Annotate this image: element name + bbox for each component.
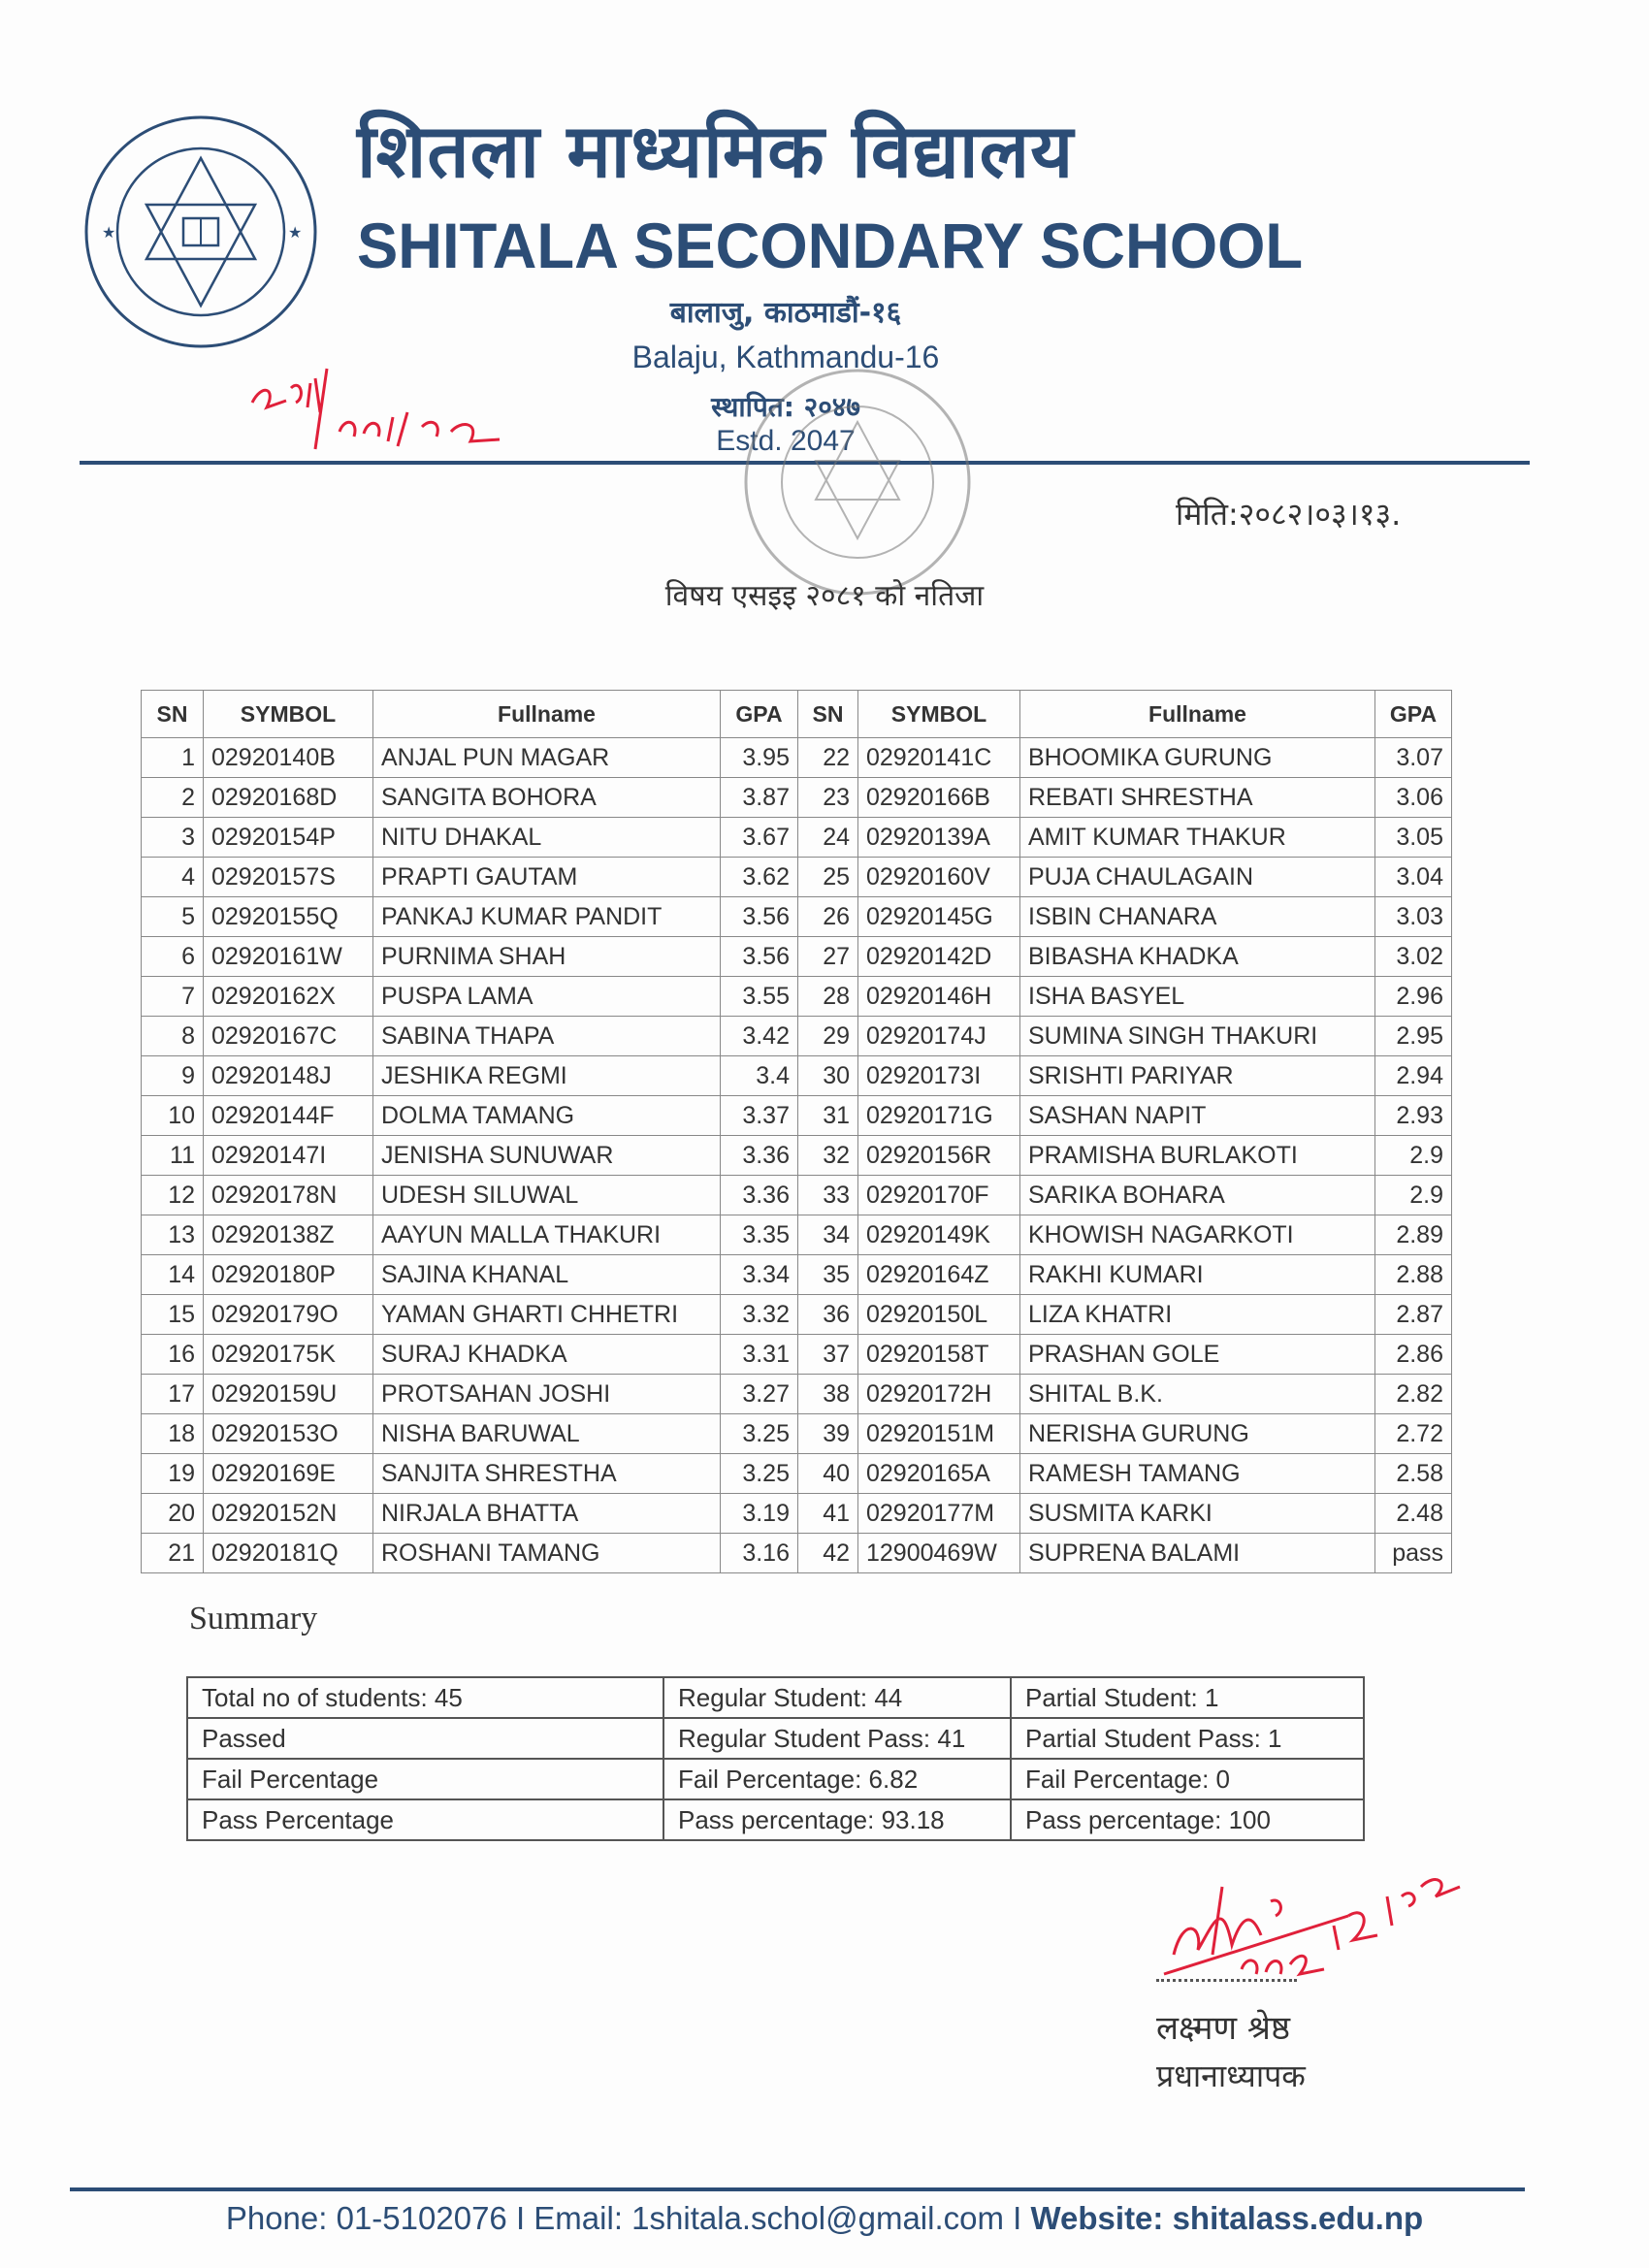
cell-sn: 5	[142, 897, 204, 937]
cell-fullname: NITU DHAKAL	[373, 818, 721, 858]
cell-fullname: SURAJ KHADKA	[373, 1335, 721, 1375]
cell-gpa: 2.94	[1375, 1056, 1452, 1096]
cell-symbol: 02920152N	[204, 1494, 373, 1534]
cell-symbol: 02920157S	[204, 858, 373, 897]
cell-symbol: 02920140B	[204, 738, 373, 778]
cell-sn: 24	[798, 818, 858, 858]
table-row	[142, 818, 1452, 858]
cell-gpa: 3.36	[721, 1176, 798, 1215]
cell-symbol: 02920158T	[858, 1335, 1020, 1375]
cell-symbol: 02920166B	[858, 778, 1020, 818]
cell-fullname: PRAPTI GAUTAM	[373, 858, 721, 897]
svg-text:★: ★	[102, 225, 116, 242]
cell-gpa: 2.89	[1375, 1215, 1452, 1255]
cell-gpa: 3.36	[721, 1136, 798, 1176]
cell-sn: 17	[142, 1375, 204, 1414]
cell-gpa: 3.05	[1375, 818, 1452, 858]
cell-fullname: SHITAL B.K.	[1020, 1375, 1375, 1414]
cell-fullname: SASHAN NAPIT	[1020, 1096, 1375, 1136]
table-row	[142, 1375, 1452, 1414]
cell-fullname: JESHIKA REGMI	[373, 1056, 721, 1096]
cell-gpa: 3.35	[721, 1215, 798, 1255]
cell-sn: 30	[798, 1056, 858, 1096]
principal-title: प्रधानाध्यापक	[1156, 2057, 1306, 2094]
cell-sn: 9	[142, 1056, 204, 1096]
cell-sn: 11	[142, 1136, 204, 1176]
cell-gpa: 3.56	[721, 897, 798, 937]
cell-fullname: RAMESH TAMANG	[1020, 1454, 1375, 1494]
table-row	[142, 1335, 1452, 1375]
summary-heading: Summary	[189, 1601, 318, 1636]
cell-fullname: AAYUN MALLA THAKURI	[373, 1215, 721, 1255]
cell-symbol: 02920155Q	[204, 897, 373, 937]
school-stamp	[739, 364, 977, 601]
cell-symbol: 02920138Z	[204, 1215, 373, 1255]
cell-fullname: AMIT KUMAR THAKUR	[1020, 818, 1375, 858]
cell-symbol: 02920162X	[204, 977, 373, 1017]
cell-symbol: 02920172H	[858, 1375, 1020, 1414]
cell-gpa: 3.06	[1375, 778, 1452, 818]
cell-symbol: 02920141C	[858, 738, 1020, 778]
cell-sn: 23	[798, 778, 858, 818]
cell-sn: 4	[142, 858, 204, 897]
cell-gpa: 3.25	[721, 1454, 798, 1494]
table-row	[142, 1056, 1452, 1096]
cell-symbol: 02920144F	[204, 1096, 373, 1136]
cell-symbol: 02920160V	[858, 858, 1020, 897]
cell-sn: 20	[142, 1494, 204, 1534]
footer-phone: Phone: 01-5102076	[225, 2200, 507, 2236]
cell-fullname: PUSPA LAMA	[373, 977, 721, 1017]
table-row	[142, 778, 1452, 818]
cell-symbol: 02920173I	[858, 1056, 1020, 1096]
summary-row	[187, 1677, 1364, 1718]
cell-gpa: 3.37	[721, 1096, 798, 1136]
summary-cell: Pass Percentage	[187, 1799, 663, 1840]
address-english: Balaju, Kathmandu-16	[631, 340, 940, 374]
cell-symbol: 02920159U	[204, 1375, 373, 1414]
cell-gpa: 2.82	[1375, 1375, 1452, 1414]
table-row	[142, 897, 1452, 937]
document-subject: विषय एसइइ २०८१ को नतिजा	[664, 579, 985, 613]
cell-gpa: 3.31	[721, 1335, 798, 1375]
cell-sn: 25	[798, 858, 858, 897]
cell-fullname: SARIKA BOHARA	[1020, 1176, 1375, 1215]
cell-fullname: SRISHTI PARIYAR	[1020, 1056, 1375, 1096]
cell-gpa: 3.42	[721, 1017, 798, 1056]
cell-fullname: LIZA KHATRI	[1020, 1295, 1375, 1335]
cell-gpa: 2.87	[1375, 1295, 1452, 1335]
cell-fullname: PRASHAN GOLE	[1020, 1335, 1375, 1375]
table-row	[142, 1096, 1452, 1136]
cell-symbol: 02920167C	[204, 1017, 373, 1056]
cell-symbol: 02920149K	[858, 1215, 1020, 1255]
cell-gpa: 3.95	[721, 738, 798, 778]
cell-symbol: 02920170F	[858, 1176, 1020, 1215]
cell-sn: 12	[142, 1176, 204, 1215]
cell-fullname: PRAMISHA BURLAKOTI	[1020, 1136, 1375, 1176]
cell-fullname: ISHA BASYEL	[1020, 977, 1375, 1017]
table-row	[142, 1414, 1452, 1454]
cell-symbol: 02920177M	[858, 1494, 1020, 1534]
cell-symbol: 02920180P	[204, 1255, 373, 1295]
table-row	[142, 977, 1452, 1017]
cell-fullname: DOLMA TAMANG	[373, 1096, 721, 1136]
cell-sn: 37	[798, 1335, 858, 1375]
cell-fullname: PANKAJ KUMAR PANDIT	[373, 897, 721, 937]
cell-gpa: 2.86	[1375, 1335, 1452, 1375]
footer-divider	[70, 2187, 1525, 2191]
summary-cell: Partial Student: 1	[1011, 1677, 1364, 1718]
cell-sn: 8	[142, 1017, 204, 1056]
cell-fullname: ROSHANI TAMANG	[373, 1534, 721, 1573]
cell-fullname: NIRJALA BHATTA	[373, 1494, 721, 1534]
table-row	[142, 1255, 1452, 1295]
document-date: मिति:२०८२।०३।१३.	[1176, 496, 1402, 533]
cell-fullname: UDESH SILUWAL	[373, 1176, 721, 1215]
school-name-nepali: शितला माध्यमिक विद्यालय	[357, 108, 1075, 194]
cell-gpa: 2.72	[1375, 1414, 1452, 1454]
summary-cell: Pass percentage: 100	[1011, 1799, 1364, 1840]
cell-symbol: 02920168D	[204, 778, 373, 818]
cell-sn: 41	[798, 1494, 858, 1534]
cell-sn: 2	[142, 778, 204, 818]
cell-symbol: 02920171G	[858, 1096, 1020, 1136]
signature-line	[1156, 1979, 1297, 1982]
cell-fullname: REBATI SHRESTHA	[1020, 778, 1375, 818]
cell-symbol: 02920181Q	[204, 1534, 373, 1573]
cell-symbol: 12900469W	[858, 1534, 1020, 1573]
results-table	[141, 690, 1452, 1573]
cell-gpa: 3.25	[721, 1414, 798, 1454]
cell-fullname: SANJITA SHRESTHA	[373, 1454, 721, 1494]
cell-gpa: 2.96	[1375, 977, 1452, 1017]
cell-gpa: 3.62	[721, 858, 798, 897]
cell-fullname: PUJA CHAULAGAIN	[1020, 858, 1375, 897]
table-row	[142, 1494, 1452, 1534]
cell-gpa: 3.4	[721, 1056, 798, 1096]
cell-gpa: 3.87	[721, 778, 798, 818]
cell-gpa: 3.02	[1375, 937, 1452, 977]
cell-fullname: NISHA BARUWAL	[373, 1414, 721, 1454]
cell-gpa: 3.04	[1375, 858, 1452, 897]
cell-fullname: BHOOMIKA GURUNG	[1020, 738, 1375, 778]
cell-symbol: 02920139A	[858, 818, 1020, 858]
address-nepali: बालाजु, काठमाडौं-१६	[669, 296, 902, 330]
cell-symbol: 02920148J	[204, 1056, 373, 1096]
table-row	[142, 1295, 1452, 1335]
cell-symbol: 02920174J	[858, 1017, 1020, 1056]
summary-cell: Fail Percentage: 0	[1011, 1759, 1364, 1799]
cell-sn: 27	[798, 937, 858, 977]
principal-name: लक्ष्मण श्रेष्ठ	[1156, 2009, 1291, 2048]
column-header-symbol: SYMBOL	[858, 691, 1020, 738]
cell-symbol: 02920142D	[858, 937, 1020, 977]
cell-sn: 10	[142, 1096, 204, 1136]
table-row	[142, 738, 1452, 778]
table-row	[142, 1176, 1452, 1215]
cell-sn: 1	[142, 738, 204, 778]
cell-sn: 28	[798, 977, 858, 1017]
cell-sn: 3	[142, 818, 204, 858]
cell-sn: 31	[798, 1096, 858, 1136]
summary-cell: Passed	[187, 1718, 663, 1759]
established-english: Estd. 2047	[716, 425, 856, 457]
footer-contact	[0, 2200, 1649, 2237]
footer-separator: I	[515, 2200, 526, 2236]
cell-symbol: 02920154P	[204, 818, 373, 858]
cell-sn: 32	[798, 1136, 858, 1176]
footer-separator: I	[1013, 2200, 1022, 2236]
table-row	[142, 1215, 1452, 1255]
summary-cell: Total no of students: 45	[187, 1677, 663, 1718]
summary-cell: Regular Student Pass: 41	[663, 1718, 1011, 1759]
cell-fullname: YAMAN GHARTI CHHETRI	[373, 1295, 721, 1335]
table-row	[142, 1454, 1452, 1494]
summary-row	[187, 1759, 1364, 1799]
cell-fullname: SUMINA SINGH THAKURI	[1020, 1017, 1375, 1056]
cell-gpa: 3.07	[1375, 738, 1452, 778]
cell-sn: 39	[798, 1414, 858, 1454]
cell-sn: 33	[798, 1176, 858, 1215]
cell-sn: 42	[798, 1534, 858, 1573]
summary-row	[187, 1718, 1364, 1759]
table-row	[142, 858, 1452, 897]
cell-fullname: JENISHA SUNUWAR	[373, 1136, 721, 1176]
table-row	[142, 1017, 1452, 1056]
cell-gpa: pass	[1375, 1534, 1452, 1573]
summary-table	[186, 1676, 1365, 1841]
cell-sn: 13	[142, 1215, 204, 1255]
cell-fullname: RAKHI KUMARI	[1020, 1255, 1375, 1295]
column-header-gpa: GPA	[721, 691, 798, 738]
cell-sn: 19	[142, 1454, 204, 1494]
cell-gpa: 2.58	[1375, 1454, 1452, 1494]
cell-symbol: 02920156R	[858, 1136, 1020, 1176]
cell-symbol: 02920165A	[858, 1454, 1020, 1494]
cell-symbol: 02920151M	[858, 1414, 1020, 1454]
school-name-english: SHITALA SECONDARY SCHOOL	[357, 210, 1304, 281]
footer-email: Email: 1shitala.schol@gmail.com	[534, 2200, 1004, 2236]
column-header-fullname: Fullname	[373, 691, 721, 738]
cell-sn: 16	[142, 1335, 204, 1375]
cell-fullname: ANJAL PUN MAGAR	[373, 738, 721, 778]
table-row	[142, 937, 1452, 977]
cell-fullname: KHOWISH NAGARKOTI	[1020, 1215, 1375, 1255]
handwritten-reference-number	[247, 364, 548, 451]
cell-fullname: SABINA THAPA	[373, 1017, 721, 1056]
cell-sn: 15	[142, 1295, 204, 1335]
cell-symbol: 02920145G	[858, 897, 1020, 937]
cell-sn: 18	[142, 1414, 204, 1454]
cell-sn: 21	[142, 1534, 204, 1573]
table-row	[142, 1534, 1452, 1573]
cell-sn: 35	[798, 1255, 858, 1295]
cell-symbol: 02920153O	[204, 1414, 373, 1454]
cell-gpa: 3.19	[721, 1494, 798, 1534]
cell-symbol: 02920161W	[204, 937, 373, 977]
cell-gpa: 3.67	[721, 818, 798, 858]
cell-symbol: 02920179O	[204, 1295, 373, 1335]
summary-cell: Fail Percentage: 6.82	[663, 1759, 1011, 1799]
cell-fullname: SAJINA KHANAL	[373, 1255, 721, 1295]
cell-sn: 34	[798, 1215, 858, 1255]
footer-website: Website: shitalass.edu.np	[1030, 2200, 1424, 2236]
cell-symbol: 02920164Z	[858, 1255, 1020, 1295]
principal-signature	[1154, 1858, 1474, 1984]
cell-gpa: 3.55	[721, 977, 798, 1017]
cell-fullname: PURNIMA SHAH	[373, 937, 721, 977]
cell-gpa: 3.03	[1375, 897, 1452, 937]
summary-cell: Regular Student: 44	[663, 1677, 1011, 1718]
cell-gpa: 3.16	[721, 1534, 798, 1573]
cell-symbol: 02920175K	[204, 1335, 373, 1375]
cell-gpa: 2.9	[1375, 1136, 1452, 1176]
cell-gpa: 3.32	[721, 1295, 798, 1335]
cell-fullname: SANGITA BOHORA	[373, 778, 721, 818]
column-header-gpa: GPA	[1375, 691, 1452, 738]
cell-sn: 29	[798, 1017, 858, 1056]
cell-sn: 14	[142, 1255, 204, 1295]
cell-symbol: 02920150L	[858, 1295, 1020, 1335]
summary-cell: Partial Student Pass: 1	[1011, 1718, 1364, 1759]
summary-cell: Fail Percentage	[187, 1759, 663, 1799]
summary-cell: Pass percentage: 93.18	[663, 1799, 1011, 1840]
cell-sn: 36	[798, 1295, 858, 1335]
column-header-fullname: Fullname	[1020, 691, 1375, 738]
cell-fullname: PROTSAHAN JOSHI	[373, 1375, 721, 1414]
cell-sn: 6	[142, 937, 204, 977]
cell-gpa: 2.48	[1375, 1494, 1452, 1534]
cell-gpa: 2.9	[1375, 1176, 1452, 1215]
cell-gpa: 3.56	[721, 937, 798, 977]
cell-sn: 22	[798, 738, 858, 778]
established-nepali: स्थापित: २०४७	[711, 391, 860, 423]
cell-fullname: SUSMITA KARKI	[1020, 1494, 1375, 1534]
cell-symbol: 02920147I	[204, 1136, 373, 1176]
cell-sn: 7	[142, 977, 204, 1017]
cell-symbol: 02920169E	[204, 1454, 373, 1494]
results-header-row	[142, 691, 1452, 738]
cell-symbol: 02920146H	[858, 977, 1020, 1017]
cell-sn: 26	[798, 897, 858, 937]
cell-sn: 38	[798, 1375, 858, 1414]
cell-gpa: 3.27	[721, 1375, 798, 1414]
cell-gpa: 2.95	[1375, 1017, 1452, 1056]
cell-gpa: 2.88	[1375, 1255, 1452, 1295]
cell-fullname: ISBIN CHANARA	[1020, 897, 1375, 937]
summary-row	[187, 1799, 1364, 1840]
cell-symbol: 02920178N	[204, 1176, 373, 1215]
column-header-sn: SN	[798, 691, 858, 738]
cell-fullname: NERISHA GURUNG	[1020, 1414, 1375, 1454]
cell-fullname: BIBASHA KHADKA	[1020, 937, 1375, 977]
cell-gpa: 3.34	[721, 1255, 798, 1295]
column-header-sn: SN	[142, 691, 204, 738]
table-row	[142, 1136, 1452, 1176]
svg-text:★: ★	[288, 225, 303, 242]
cell-gpa: 2.93	[1375, 1096, 1452, 1136]
column-header-symbol: SYMBOL	[204, 691, 373, 738]
cell-fullname: SUPRENA BALAMI	[1020, 1534, 1375, 1573]
cell-sn: 40	[798, 1454, 858, 1494]
